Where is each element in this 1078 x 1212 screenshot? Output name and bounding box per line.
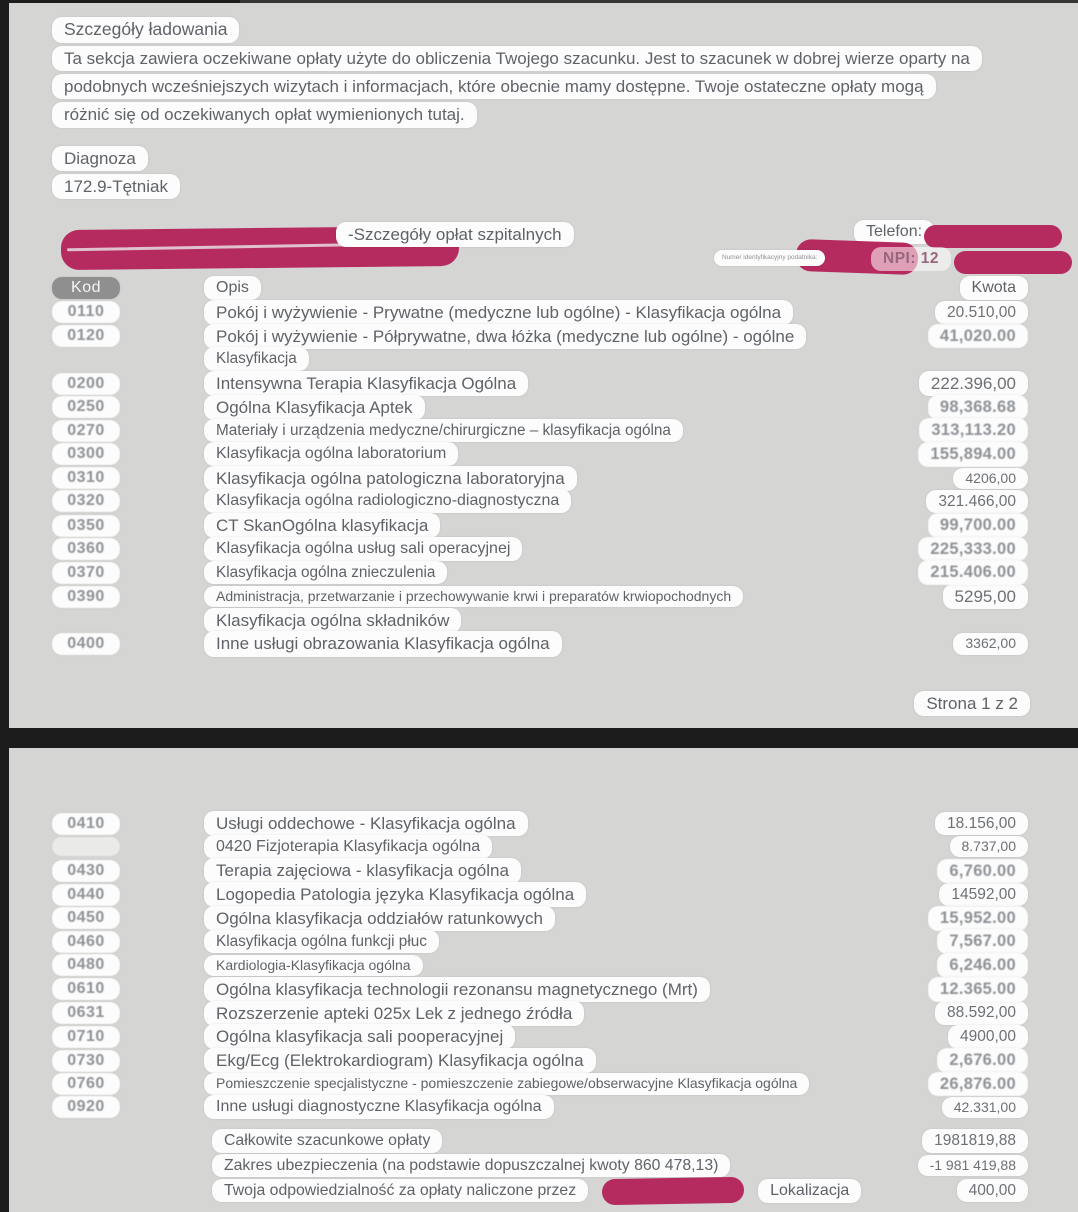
- table-row-continuation: [9, 608, 1078, 632]
- charge-amount: 42.331,00: [942, 1097, 1028, 1119]
- page-title: Szczegóły ładowania: [52, 17, 239, 43]
- charge-amount: 215.406.00: [918, 560, 1028, 585]
- charge-code: 0390: [52, 586, 120, 608]
- charge-code: 0250: [52, 396, 120, 418]
- redaction-bar-npi-number: [954, 251, 1072, 274]
- table-row: [9, 537, 1078, 561]
- intro-line: Ta sekcja zawiera oczekiwane opłaty użyte do obliczenia Twojego szacunku. Jest to szacunek w dobrej wierze oparty na: [52, 46, 982, 71]
- table-row: [9, 858, 1078, 882]
- charge-amount: 41,020.00: [928, 324, 1028, 349]
- charge-amount: 12.365.00: [928, 977, 1028, 1002]
- table-row: [9, 324, 1078, 348]
- charge-code: 0450: [52, 907, 120, 929]
- charge-description: Rozszerzenie apteki 025x Lek z jednego źródła: [204, 1001, 584, 1026]
- npi-label: NPI: 12: [871, 247, 951, 270]
- charge-code-ghost: [52, 837, 120, 856]
- charge-amount: 20.510,00: [935, 301, 1028, 324]
- table-row: [9, 466, 1078, 490]
- charge-amount: 8.737,00: [950, 836, 1029, 858]
- charge-description: Ogólna klasyfikacja oddziałów ratunkowych: [204, 906, 555, 931]
- table-row: [9, 584, 1078, 608]
- table-row: [9, 1024, 1078, 1048]
- charge-amount: 222.396,00: [919, 371, 1028, 396]
- document-page-2: [9, 748, 1078, 1212]
- charge-amount: 7,567.00: [937, 929, 1028, 954]
- table-row: [9, 929, 1078, 953]
- charge-amount: 2,676.00: [937, 1048, 1028, 1073]
- table-row: [9, 418, 1078, 442]
- charge-description: Ogólna klasyfikacja sali pooperacyjnej: [204, 1024, 515, 1049]
- charge-code: 0300: [52, 443, 120, 465]
- charge-code: 0730: [52, 1050, 120, 1072]
- charge-description: Klasyfikacja ogólna funkcji płuc: [204, 930, 439, 953]
- total-row: [9, 1129, 1078, 1153]
- charge-code: 0440: [52, 884, 120, 906]
- table-row: [9, 513, 1078, 537]
- diagnosis-label: Diagnoza: [52, 146, 148, 171]
- charge-amount: 225,333.00: [918, 537, 1028, 562]
- table-row: [9, 953, 1078, 977]
- charge-code: 0710: [52, 1026, 120, 1048]
- totals-section: [9, 1129, 1078, 1202]
- charge-amount: 15,952.00: [928, 906, 1028, 931]
- table-header-row: [9, 276, 1078, 300]
- column-header-description: Opis: [204, 276, 261, 300]
- charge-description-continued: Klasyfikacja: [204, 347, 309, 370]
- charge-description: Terapia zajęciowa - klasyfikacja ogólna: [204, 858, 521, 883]
- table-row: [9, 395, 1078, 419]
- column-header-code: Kod: [52, 277, 120, 299]
- charge-amount: 18.156,00: [935, 812, 1028, 835]
- charge-amount: 321.466,00: [926, 490, 1028, 513]
- total-amount: 1981819,88: [922, 1129, 1028, 1152]
- column-header-amount: Kwota: [960, 276, 1028, 300]
- table-row: [9, 631, 1078, 655]
- location-label: Lokalizacja: [758, 1179, 861, 1203]
- charge-description: Inne usługi obrazowania Klasyfikacja ogólna: [204, 631, 562, 656]
- charge-code: 0270: [52, 420, 120, 442]
- table-row: [9, 300, 1078, 324]
- charge-code: 0460: [52, 931, 120, 953]
- charge-description: Usługi oddechowe - Klasyfikacja ogólna: [204, 811, 528, 836]
- charge-amount: 26,876.00: [928, 1072, 1028, 1097]
- total-label: Twoja odpowiedzialność za opłaty naliczone przez: [212, 1179, 588, 1203]
- charge-amount: 14592,00: [939, 883, 1028, 906]
- table-row: [9, 489, 1078, 513]
- table-row: [9, 811, 1078, 835]
- charge-description: Ogólna klasyfikacja technologii rezonansu magnetycznego (Mrt): [204, 977, 710, 1002]
- hospital-header-zone: [9, 220, 1078, 276]
- charge-description: Pokój i wyżywienie - Półprywatne, dwa łóżka (medyczne lub ogólne) - ogólne: [204, 324, 806, 349]
- total-row: [9, 1178, 1078, 1202]
- charge-code: 0200: [52, 373, 120, 395]
- charge-code: 0110: [52, 301, 120, 323]
- charge-code: 0410: [52, 813, 120, 835]
- charge-description: Logopedia Patologia języka Klasyfikacja ogólna: [204, 882, 586, 907]
- phone-label: Telefon:: [854, 220, 934, 244]
- charge-code: 0760: [52, 1073, 120, 1095]
- charge-amount: 88.592,00: [935, 1001, 1028, 1024]
- charge-code: 0370: [52, 562, 120, 584]
- table-row: [9, 1072, 1078, 1096]
- charge-description: 0420 Fizjoterapia Klasyfikacja ogólna: [204, 835, 492, 859]
- charge-code: 0320: [52, 490, 120, 512]
- charge-description: Kardiologia-Klasyfikacja ogólna: [204, 955, 423, 977]
- charge-amount: 155,894.00: [918, 442, 1028, 467]
- charge-code: 0480: [52, 954, 120, 976]
- charge-code: 0430: [52, 860, 120, 882]
- table-row: [9, 882, 1078, 906]
- intro-paragraph: [52, 46, 1078, 128]
- charge-code: 0631: [52, 1002, 120, 1024]
- charge-code: 0920: [52, 1096, 120, 1118]
- charge-description: Klasyfikacja ogólna laboratorium: [204, 442, 458, 466]
- charge-description: CT SkanOgólna klasyfikacja: [204, 513, 440, 538]
- table-row: [9, 906, 1078, 930]
- charge-description: Inne usługi diagnostyczne Klasyfikacja ogólna: [204, 1095, 554, 1119]
- redaction-bar-phone-number: [924, 225, 1062, 248]
- charge-amount: 4900,00: [948, 1025, 1028, 1048]
- charge-description: Klasyfikacja ogólna patologiczna laboratoryjna: [204, 466, 577, 491]
- charge-description-continued: Klasyfikacja ogólna składników: [204, 608, 461, 633]
- tax-id-label: Numer identyfikacyjny podatnika:: [714, 250, 825, 266]
- table-row: [9, 835, 1078, 859]
- document-page-1: [9, 3, 1078, 728]
- intro-line: różnić się od oczekiwanych opłat wymienionych tutaj.: [52, 102, 477, 127]
- charge-amount: 6,760.00: [937, 859, 1028, 884]
- charge-description: Ogólna Klasyfikacja Aptek: [204, 395, 425, 420]
- hospital-charges-title: -Szczegóły opłat szpitalnych: [336, 222, 574, 247]
- charge-description: Klasyfikacja ogólna radiologiczno-diagnostyczna: [204, 489, 571, 513]
- charge-description: Administracja, przetwarzanie i przechowywanie krwi i preparatów krwiopochodnych: [204, 586, 743, 608]
- charge-description: Klasyfikacja ogólna usług sali operacyjnej: [204, 537, 522, 561]
- charge-amount: 98,368.68: [928, 395, 1028, 420]
- redaction-bar-facility-name: [602, 1176, 744, 1204]
- table-row: [9, 1095, 1078, 1119]
- charge-code: 0360: [52, 538, 120, 560]
- total-label: Całkowite szacunkowe opłaty: [212, 1129, 442, 1153]
- charge-code: 0400: [52, 633, 120, 655]
- page-indicator: Strona 1 z 2: [914, 691, 1030, 716]
- charge-description: Ekg/Ecg (Elektrokardiogram) Klasyfikacja ogólna: [204, 1048, 596, 1073]
- total-label: Zakres ubezpieczenia (na podstawie dopuszczalnej kwoty 860 478,13): [212, 1154, 730, 1178]
- charge-code: 0350: [52, 515, 120, 537]
- table-row: [9, 442, 1078, 466]
- charge-description: Intensywna Terapia Klasyfikacja Ogólna: [204, 371, 528, 396]
- table-row: [9, 560, 1078, 584]
- charge-description: Pomieszczenie specjalistyczne - pomieszczenie zabiegowe/obserwacyjne Klasyfikacja ogólna: [204, 1073, 809, 1095]
- charge-code: 0120: [52, 325, 120, 347]
- total-amount: -1 981 419,88: [918, 1155, 1028, 1177]
- table-row: [9, 1001, 1078, 1025]
- table-row-continuation: [9, 347, 1078, 371]
- charge-amount: 3362,00: [953, 633, 1028, 655]
- charge-amount: 99,700.00: [928, 513, 1028, 538]
- total-row: [9, 1153, 1078, 1177]
- table-row: [9, 977, 1078, 1001]
- diagnosis-code: 172.9-Tętniak: [52, 174, 180, 199]
- intro-line: podobnych wcześniejszych wizytach i informacjach, które obecnie mamy dostępne. Twoje ostateczne opłaty mogą: [52, 74, 936, 99]
- charge-description: Materiały i urządzenia medyczne/chirurgiczne – klasyfikacja ogólna: [204, 419, 683, 442]
- charge-code: 0610: [52, 978, 120, 1000]
- charge-amount: 313,113.20: [919, 418, 1028, 443]
- table-row: [9, 1048, 1078, 1072]
- charge-amount: 5295,00: [943, 584, 1028, 609]
- charge-code: 0310: [52, 467, 120, 489]
- table-row: [9, 371, 1078, 395]
- charge-amount: 6,246.00: [937, 953, 1028, 978]
- charge-description: Pokój i wyżywienie - Prywatne (medyczne lub ogólne) - Klasyfikacja ogólna: [204, 300, 793, 325]
- charge-amount: 4206,00: [953, 468, 1028, 490]
- charge-description: Klasyfikacja ogólna znieczulenia: [204, 561, 447, 584]
- total-amount: 400,00: [957, 1179, 1028, 1202]
